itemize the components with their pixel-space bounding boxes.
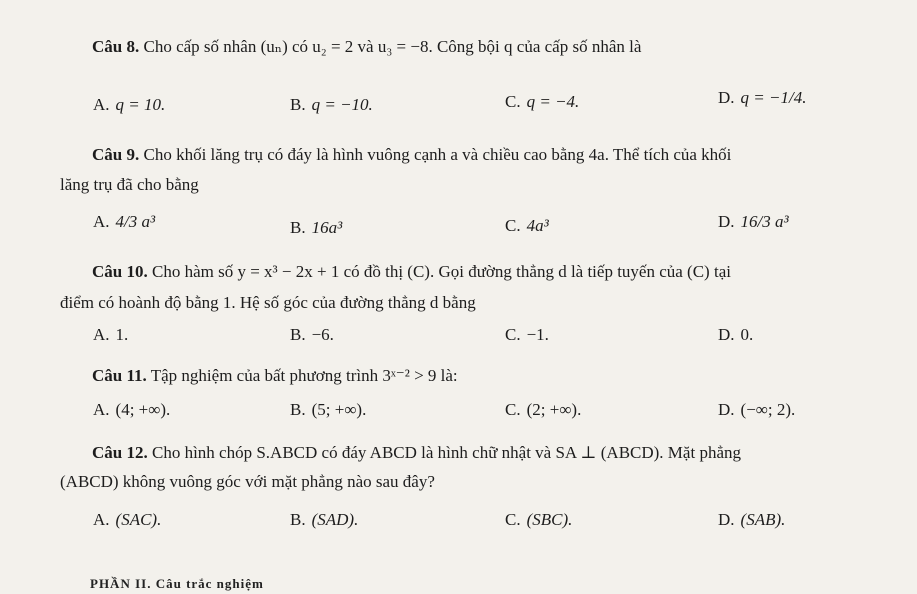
q10-option-a-letter: A. [93, 325, 110, 344]
question-12-stem [92, 443, 741, 463]
q12-option-b[interactable] [290, 510, 358, 530]
question-9-label: Câu 9. [92, 145, 140, 164]
question-10-text: Cho hàm số y = x³ − 2x + 1 có đồ thị (C). Gọi đường thẳng d là tiếp tuyến của (C) tại [151, 262, 731, 281]
question-10-label: Câu 10. [92, 262, 148, 281]
q8-option-a-text: q = 10. [115, 95, 166, 114]
q8-option-a-letter: A. [93, 95, 110, 114]
q9-option-c-text: 4a³ [526, 216, 549, 235]
q8-option-c-text: q = −4. [526, 92, 580, 111]
q9-option-a-text: 4/3 a³ [115, 212, 156, 231]
question-9-continuation: lăng trụ đã cho bằng [60, 175, 199, 194]
q8-option-b[interactable] [290, 95, 373, 115]
q11-option-b-letter: B. [290, 400, 306, 419]
question-12-continuation: (ABCD) không vuông góc với mặt phẳng nào sau đây? [60, 472, 435, 491]
q12-option-c[interactable] [505, 510, 572, 530]
q10-option-d-letter: D. [718, 325, 735, 344]
q11-option-a-letter: A. [93, 400, 110, 419]
question-12-text: Cho hình chóp S.ABCD có đáy ABCD là hình chữ nhật và SA ⊥ (ABCD). Mặt phẳng [151, 443, 741, 462]
q11-option-b[interactable] [290, 400, 366, 420]
q11-option-c-text: (2; +∞). [526, 400, 582, 419]
q8-option-c[interactable] [505, 92, 579, 112]
q8-option-b-text: q = −10. [311, 95, 373, 114]
q11-option-b-text: (5; +∞). [311, 400, 367, 419]
section-footer: PHẦN II. Câu trắc nghiệm [90, 576, 264, 591]
q9-option-b-text: 16a³ [311, 218, 343, 237]
q10-option-c[interactable] [505, 325, 549, 345]
question-11-text: Tập nghiệm của bất phương trình 3ˣ⁻² > 9 là: [150, 366, 458, 385]
q11-option-c-letter: C. [505, 400, 521, 419]
q10-option-b[interactable] [290, 325, 334, 345]
q8-option-b-letter: B. [290, 95, 306, 114]
q10-option-d-text: 0. [740, 325, 754, 344]
q9-option-a-letter: A. [93, 212, 110, 231]
question-9-text: Cho khối lăng trụ có đáy là hình vuông cạnh a và chiều cao bằng 4a. Thể tích của khối [143, 145, 732, 164]
question-10-continuation: điểm có hoành độ bằng 1. Hệ số góc của đường thẳng d bằng [60, 293, 476, 312]
q9-option-d[interactable] [718, 212, 789, 232]
question-10-stem [92, 262, 731, 282]
q12-option-c-text: (SBC). [526, 510, 573, 529]
q9-option-b-letter: B. [290, 218, 306, 237]
q9-option-b[interactable] [290, 218, 342, 238]
q9-option-c[interactable] [505, 216, 549, 236]
q10-option-b-text: −6. [311, 325, 334, 344]
q8-option-d-text: q = −1/4. [740, 88, 807, 107]
q11-option-d-text: (−∞; 2). [740, 400, 796, 419]
q12-option-a[interactable] [93, 510, 161, 530]
q11-option-a[interactable] [93, 400, 170, 420]
q9-option-c-letter: C. [505, 216, 521, 235]
question-9-stem [92, 145, 731, 165]
question-11-label: Câu 11. [92, 366, 147, 385]
q12-option-b-letter: B. [290, 510, 306, 529]
q10-option-d[interactable] [718, 325, 753, 345]
q10-option-c-text: −1. [526, 325, 549, 344]
q8-option-d-letter: D. [718, 88, 735, 107]
question-8-label: Câu 8. [92, 37, 140, 56]
question-11-stem [92, 366, 458, 386]
q12-option-b-text: (SAD). [311, 510, 359, 529]
q10-option-a[interactable] [93, 325, 128, 345]
q11-option-a-text: (4; +∞). [115, 400, 171, 419]
q11-option-d-letter: D. [718, 400, 735, 419]
q11-option-d[interactable] [718, 400, 795, 420]
q12-option-d-text: (SAB). [740, 510, 786, 529]
q10-option-b-letter: B. [290, 325, 306, 344]
q8-option-a[interactable] [93, 95, 165, 115]
q8-option-c-letter: C. [505, 92, 521, 111]
q12-option-d[interactable] [718, 510, 785, 530]
q9-option-a[interactable] [93, 212, 155, 232]
question-8-text: Cho cấp số nhân (uₙ) có u₂ = 2 và u₃ = −8. Công bội q của cấp số nhân là [143, 37, 642, 56]
q12-option-a-letter: A. [93, 510, 110, 529]
q10-option-c-letter: C. [505, 325, 521, 344]
q9-option-d-text: 16/3 a³ [740, 212, 789, 231]
question-8-stem [92, 37, 641, 57]
q12-option-a-text: (SAC). [115, 510, 162, 529]
q12-option-c-letter: C. [505, 510, 521, 529]
question-12-label: Câu 12. [92, 443, 148, 462]
q10-option-a-text: 1. [115, 325, 129, 344]
q11-option-c[interactable] [505, 400, 581, 420]
q12-option-d-letter: D. [718, 510, 735, 529]
q9-option-d-letter: D. [718, 212, 735, 231]
q8-option-d[interactable] [718, 88, 806, 108]
